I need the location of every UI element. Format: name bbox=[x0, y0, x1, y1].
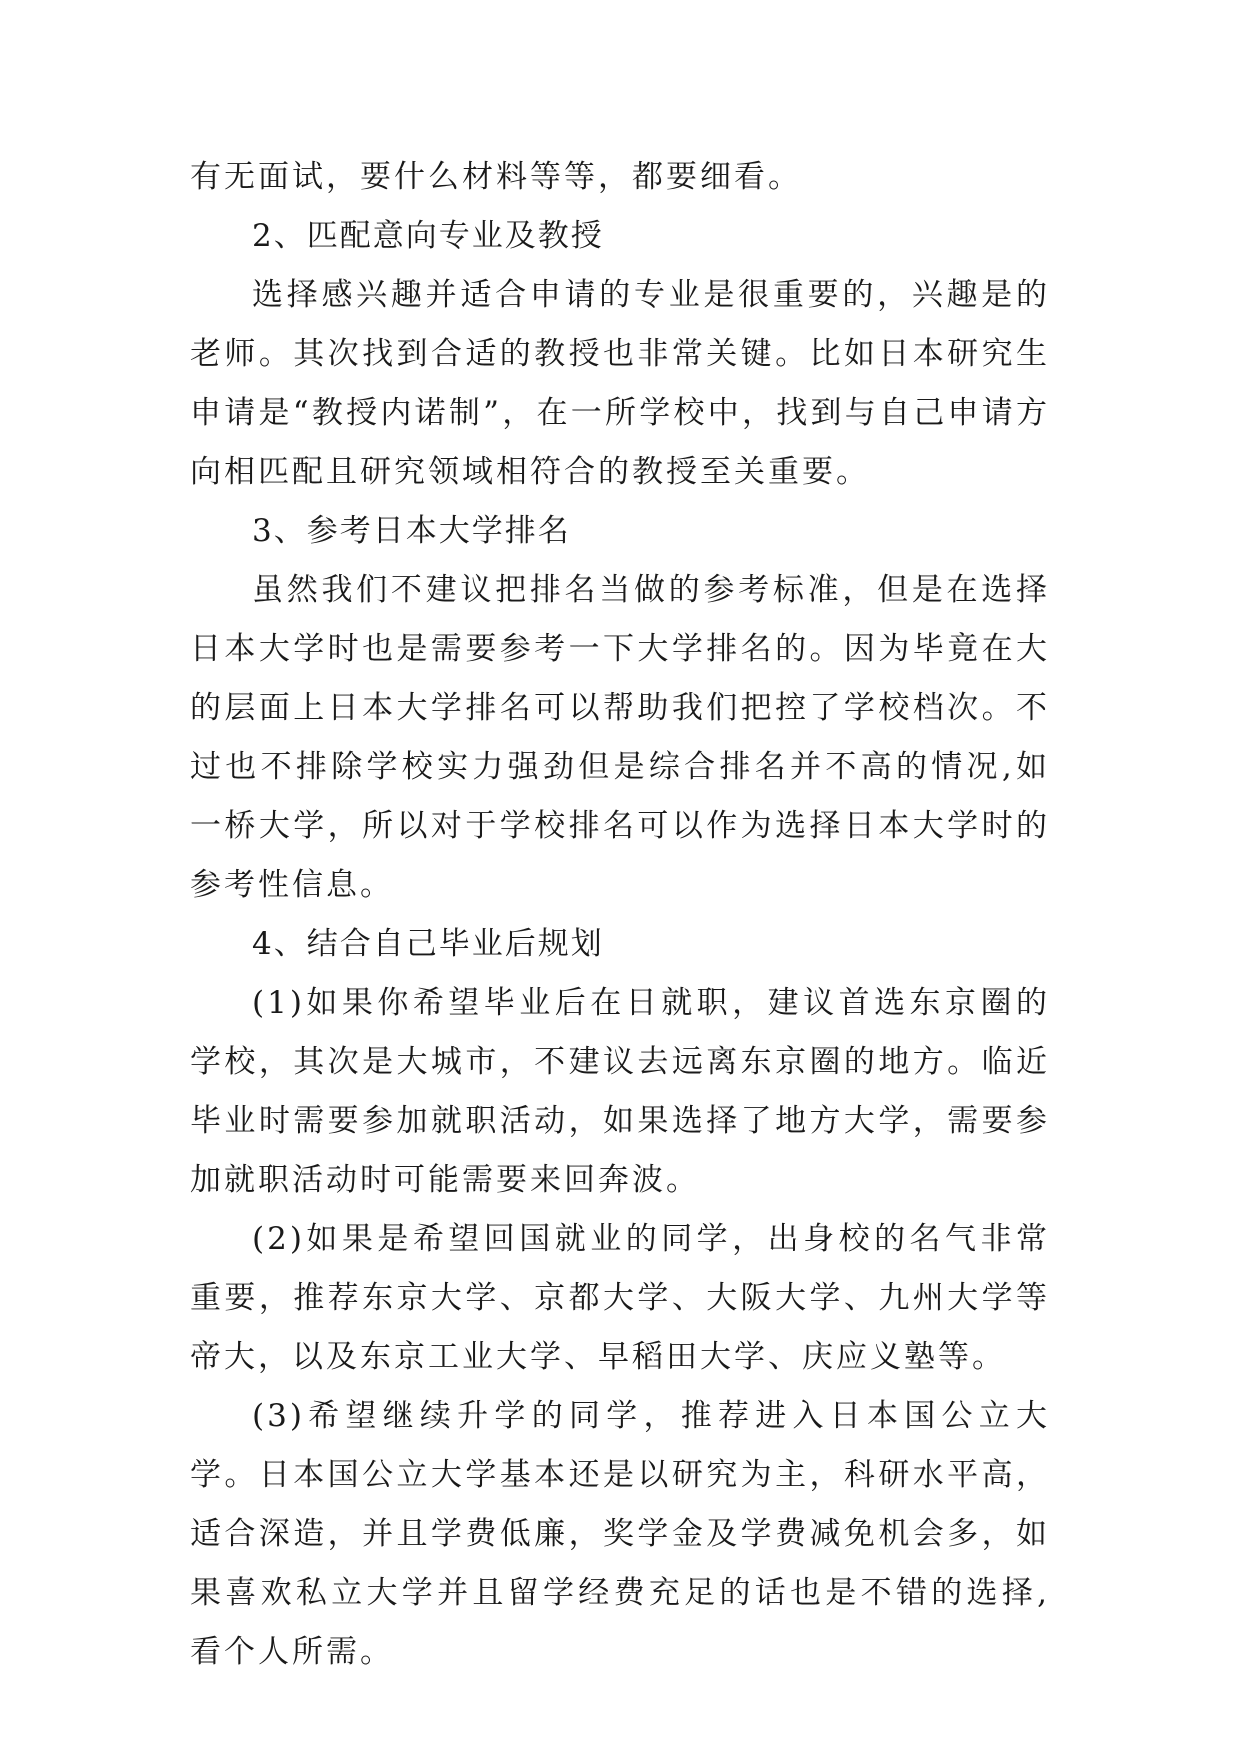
paragraph-career-plan-3: (3)希望继续升学的同学，推荐进入日本国公立大学。日本国公立大学基本还是以研究为主，科研水平高，适合深造，并且学费低廉，奖学金及学费减免机会多，如果喜欢私立大学并且留学经费充足的话也是不错的选择,看个人所需。 bbox=[190, 1398, 1050, 1670]
section-heading-career-plan: 4、结合自己毕业后规划 bbox=[252, 926, 604, 962]
section-heading-match-major: 2、匹配意向专业及教授 bbox=[252, 218, 604, 254]
paragraph-ranking: 虽然我们不建议把排名当做的参考标准，但是在选择日本大学时也是需要参考一下大学排名的。因为毕竟在大的层面上日本大学排名可以帮助我们把控了学校档次。不过也不排除学校实力强劲但是综合排名并不高的情况,如一桥大学，所以对于学校排名可以作为选择日本大学时的参考性信息。 bbox=[190, 572, 1050, 903]
paragraph-career-plan-2: (2)如果是希望回国就业的同学，出身校的名气非常重要，推荐东京大学、京都大学、大阪大学、九州大学等帝大，以及东京工业大学、早稻田大学、庆应义塾等。 bbox=[190, 1221, 1050, 1375]
section-heading-ranking: 3、参考日本大学排名 bbox=[252, 513, 571, 549]
paragraph-requirements-note: 有无面试，要什么材料等等，都要细看。 bbox=[190, 159, 802, 195]
paragraph-career-plan-1: (1)如果你希望毕业后在日就职，建议首选东京圈的学校，其次是大城市，不建议去远离东京圈的地方。临近毕业时需要参加就职活动，如果选择了地方大学，需要参加就职活动时可能需要来回奔波。 bbox=[190, 985, 1050, 1198]
paragraph-match-major: 选择感兴趣并适合申请的专业是很重要的，兴趣是的老师。其次找到合适的教授也非常关键。比如日本研究生申请是“教授内诺制”，在一所学校中，找到与自己申请方向相匹配且研究领域相符合的教授至关重要。 bbox=[190, 277, 1050, 490]
document-body bbox=[190, 148, 1050, 1682]
